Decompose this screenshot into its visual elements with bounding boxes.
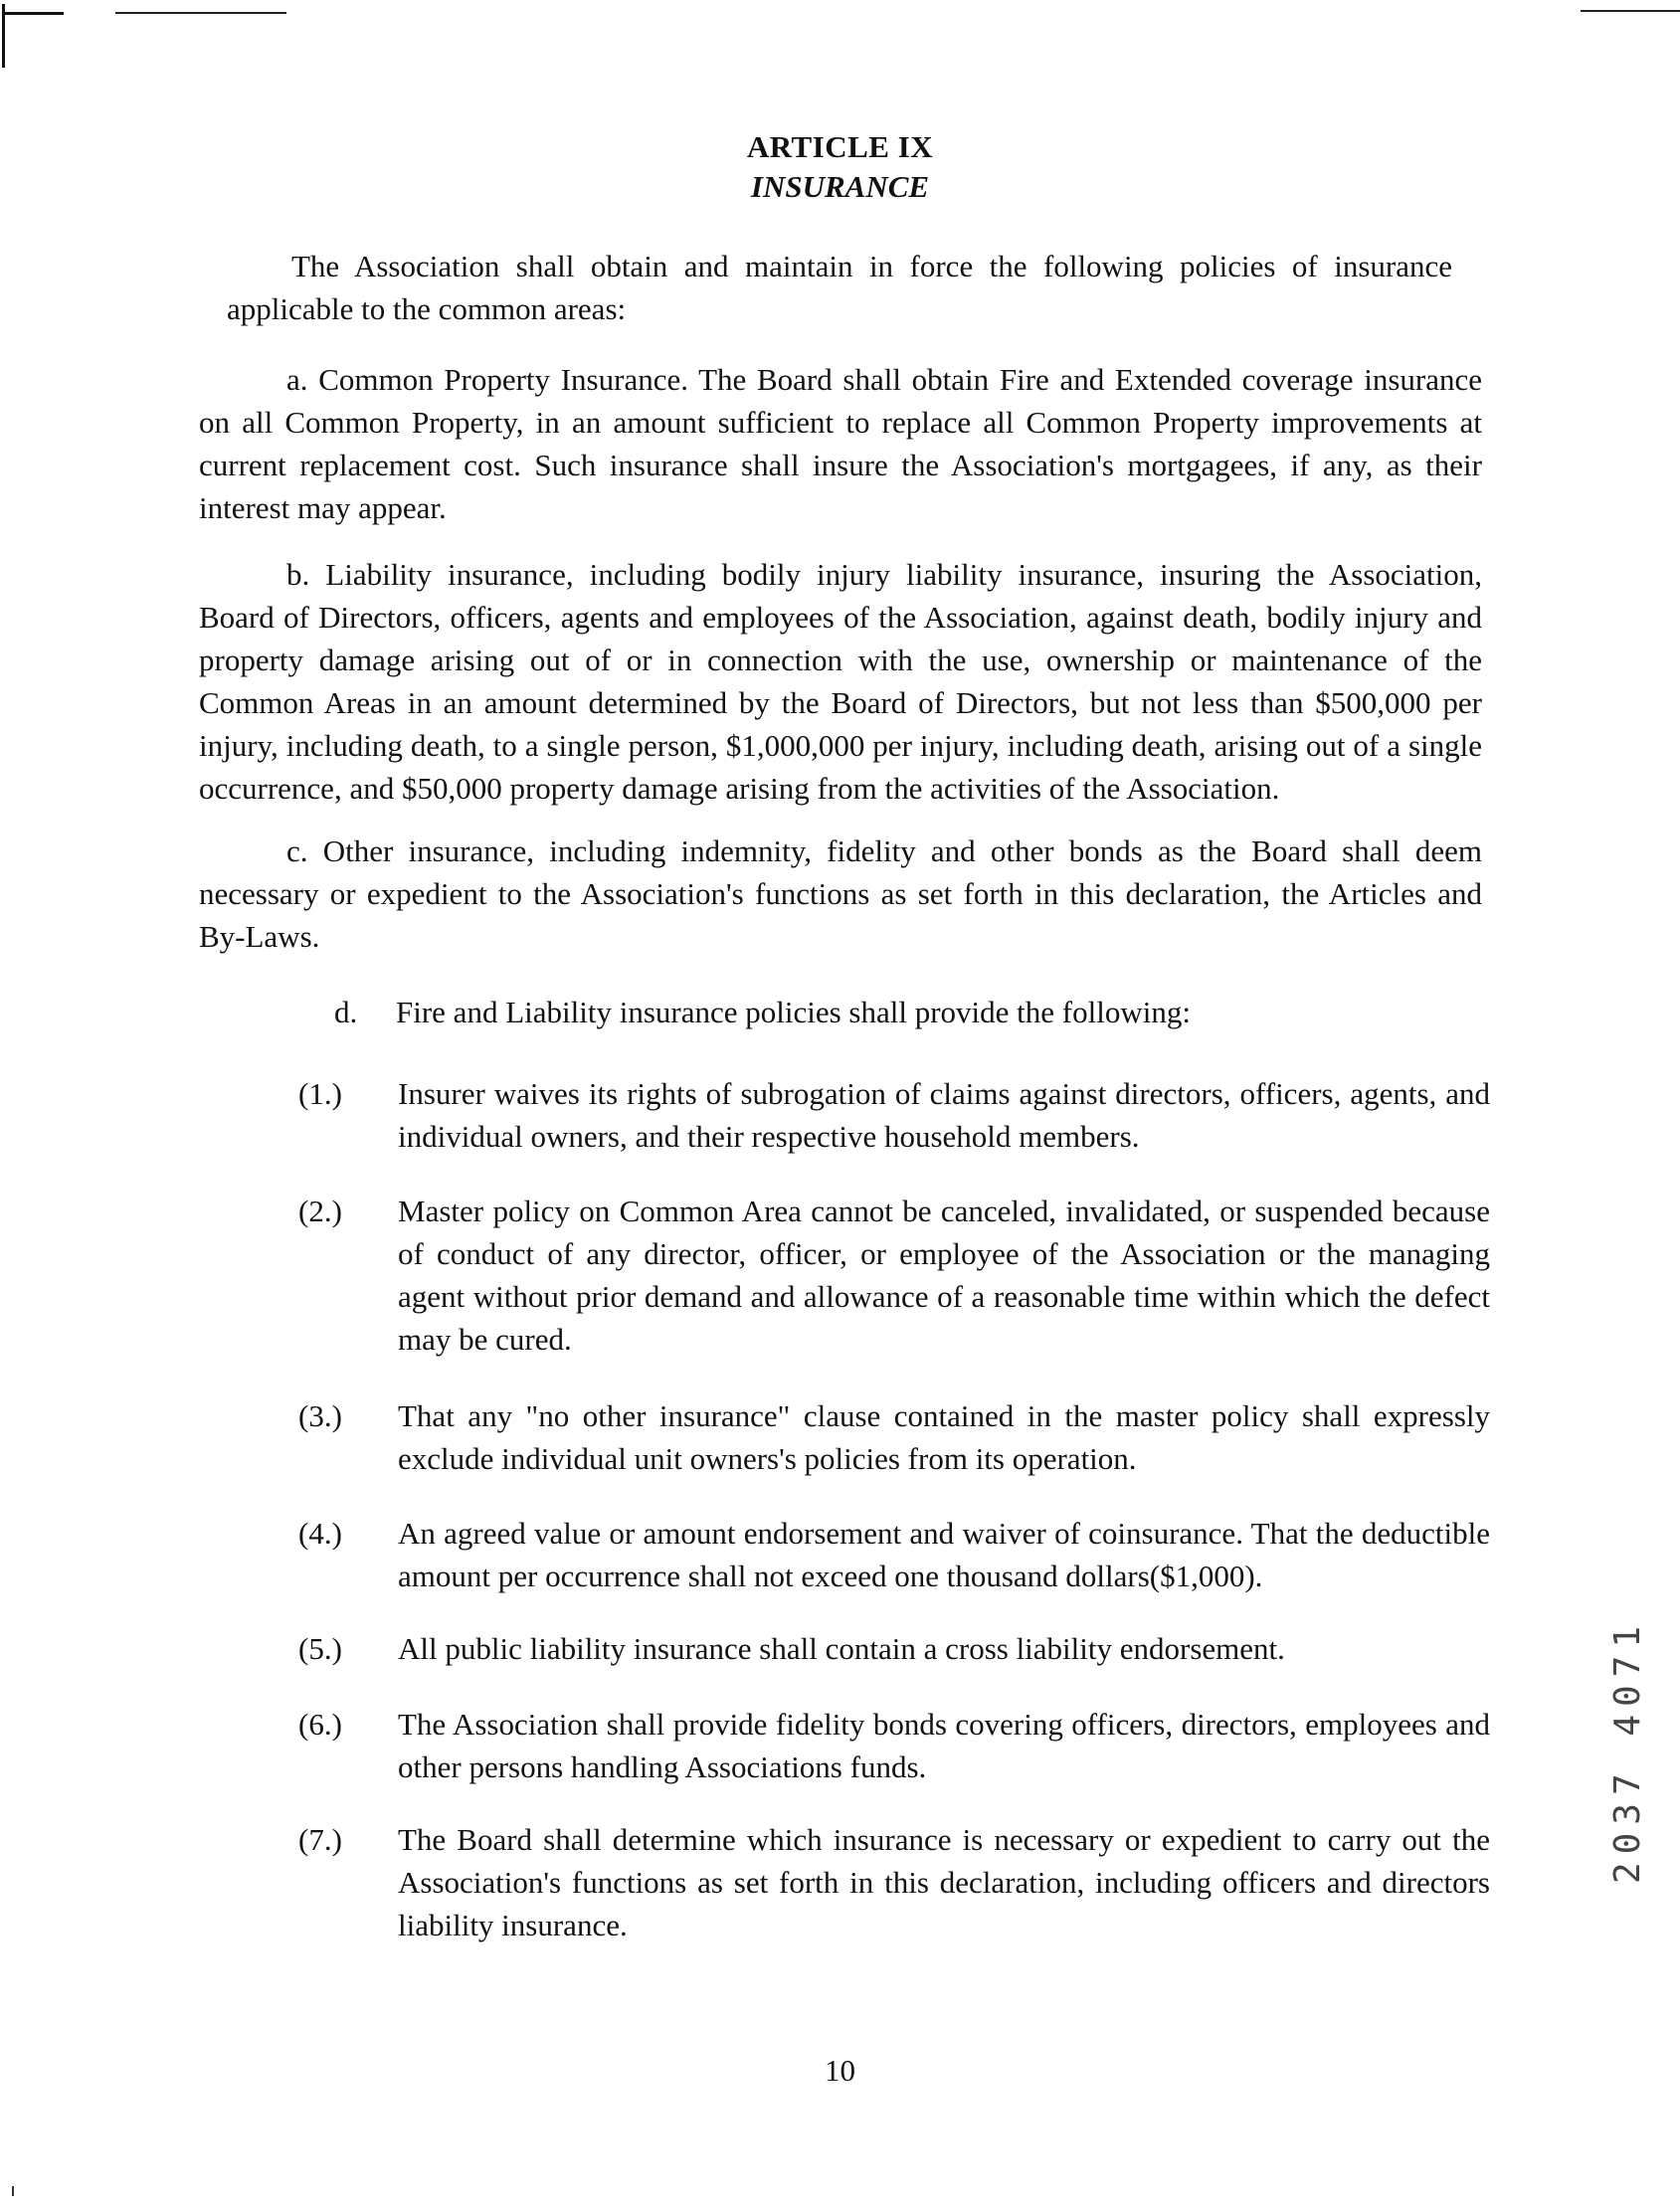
paragraph-c: c. Other insurance, including indemnity, fidelity and other bonds as the Board shall deem necessary or expedient to the Association's functions as set forth in this declaration, the Articles and By-Laws. xyxy=(199,833,1482,954)
list-item-number: (1.) xyxy=(298,1076,342,1111)
list-item-text: The Association shall provide fidelity bonds covering officers, directors, employees and other persons handling Associations funds. xyxy=(398,1707,1490,1784)
list-item-number: (7.) xyxy=(298,1822,342,1857)
scan-artifact-tick xyxy=(12,2186,14,2196)
scan-artifact-line xyxy=(2,12,64,15)
list-item-text: Insurer waives its rights of subrogation of claims against directors, officers, agents, and individual owners, and their respective household members. xyxy=(398,1076,1490,1154)
margin-stamp-text: 2037 4071 xyxy=(1607,1617,1649,1884)
page-number: 10 xyxy=(825,2053,855,2088)
list-item-number: (5.) xyxy=(298,1631,342,1666)
list-item-number: (4.) xyxy=(298,1516,342,1551)
list-item-text: An agreed value or amount endorsement and waiver of coinsurance. That the deductible amount per occurrence shall not exceed one thousand dollars($1,000). xyxy=(398,1516,1490,1593)
list-item-text: All public liability insurance shall contain a cross liability endorsement. xyxy=(398,1631,1285,1666)
section-d-text: Fire and Liability insurance policies shall provide the following: xyxy=(396,995,1191,1029)
margin-stamp xyxy=(1603,1576,1653,1925)
intro-paragraph: The Association shall obtain and maintain in force the following policies of insurance applicable to the common areas: xyxy=(227,249,1452,326)
article-subtitle: INSURANCE xyxy=(750,169,930,204)
list-item-number: (6.) xyxy=(298,1707,342,1742)
list-item-text: Master policy on Common Area cannot be canceled, invalidated, or suspended because of conduct of any director, officer, or employee of the Association or the managing agent without prior demand and allowance of a reasonable time within which the defect may be cured. xyxy=(398,1194,1490,1357)
scan-artifact-line xyxy=(1581,10,1680,12)
list-item-text: That any "no other insurance" clause contained in the master policy shall expressly exclude individual unit owners's policies from its operation. xyxy=(398,1398,1490,1476)
section-d-label: d. xyxy=(334,995,358,1029)
paragraph-b: b. Liability insurance, including bodily injury liability insurance, insuring the Association, Board of Directors, officers, agents and employees of the Association, against death, bodily injury and property damage arising out of or in connection with the use, ownership or maintenance of the Common Areas in an amount determined by the Board of Directors, but not less than $500,000 per injury, including death, to a single person, $1,000,000 per injury, including death, arising out of a single occurrence, and $50,000 property damage arising from the activities of the Association. xyxy=(199,557,1482,806)
list-item-number: (2.) xyxy=(298,1194,342,1228)
scan-artifact-line xyxy=(115,12,286,14)
paragraph-a: a. Common Property Insurance. The Board shall obtain Fire and Extended coverage insurance on all Common Property, in an amount sufficient to replace all Common Property improvements at current replacement cost. Such insurance shall insure the Association's mortgagees, if any, as their interest may appear. xyxy=(199,362,1482,525)
article-title: ARTICLE IX xyxy=(746,129,934,164)
list-item-number: (3.) xyxy=(298,1398,342,1433)
list-item-text: The Board shall determine which insurance is necessary or expedient to carry out the Association's functions as set forth in this declaration, including officers and directors liability insurance. xyxy=(398,1822,1490,1942)
